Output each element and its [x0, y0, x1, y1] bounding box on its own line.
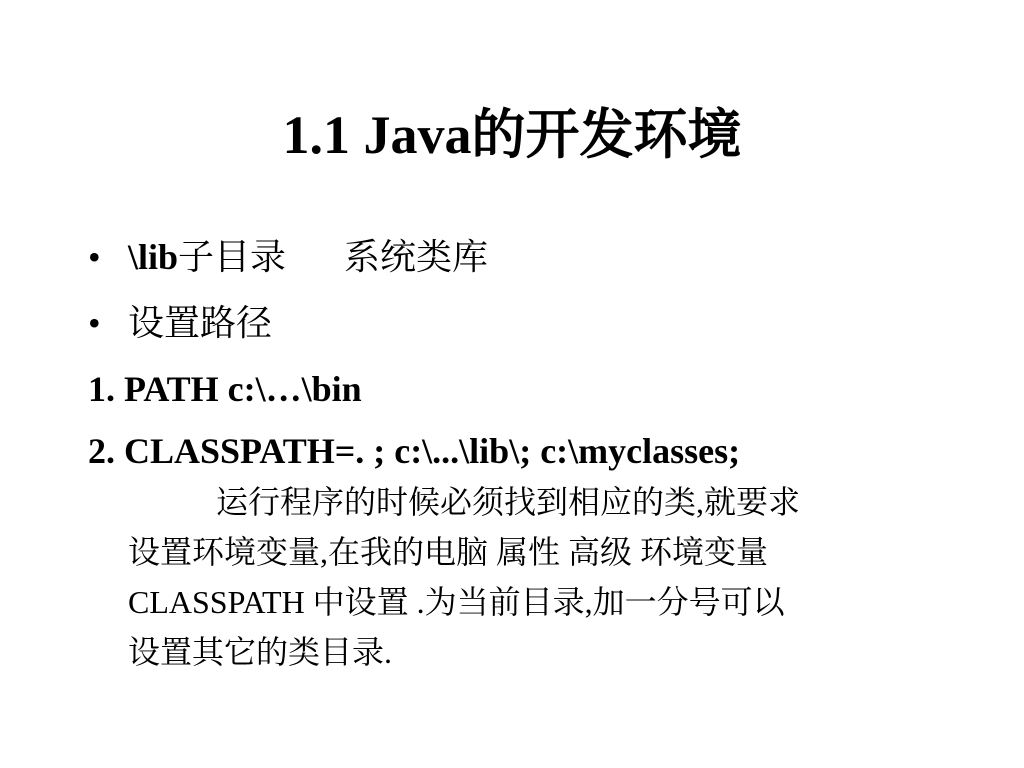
paragraph-line-2: 设置环境变量,在我的电脑 属性 高级 环境变量: [128, 534, 769, 570]
bullet-marker: •: [88, 303, 101, 343]
slide-title: 1.1 Java的开发环境: [282, 105, 742, 165]
bullet-item-lib: [88, 234, 488, 280]
bullet-code: \lib: [128, 237, 179, 277]
paragraph-line-text: 运行程序的时候必须找到相应的类,就要求: [216, 484, 801, 520]
numbered-item-path: 1. PATH c:\…\bin: [88, 369, 362, 409]
bullet-item-set-path: [88, 300, 272, 346]
paragraph-line-3: CLASSPATH 中设置 .为当前目录,加一分号可以: [128, 584, 785, 620]
numbered-item-classpath: 2. CLASSPATH=. ; c:\...\lib\; c:\myclasses;: [88, 431, 741, 471]
bullet-marker: •: [88, 237, 101, 277]
bullet-text: 设置路径: [128, 303, 273, 343]
bullet-extra-text: 系统类库: [344, 237, 489, 277]
paragraph-line-4: 设置其它的类目录.: [128, 634, 393, 670]
bullet-text: 子目录: [178, 237, 287, 277]
paragraph-line-1: [128, 478, 968, 526]
